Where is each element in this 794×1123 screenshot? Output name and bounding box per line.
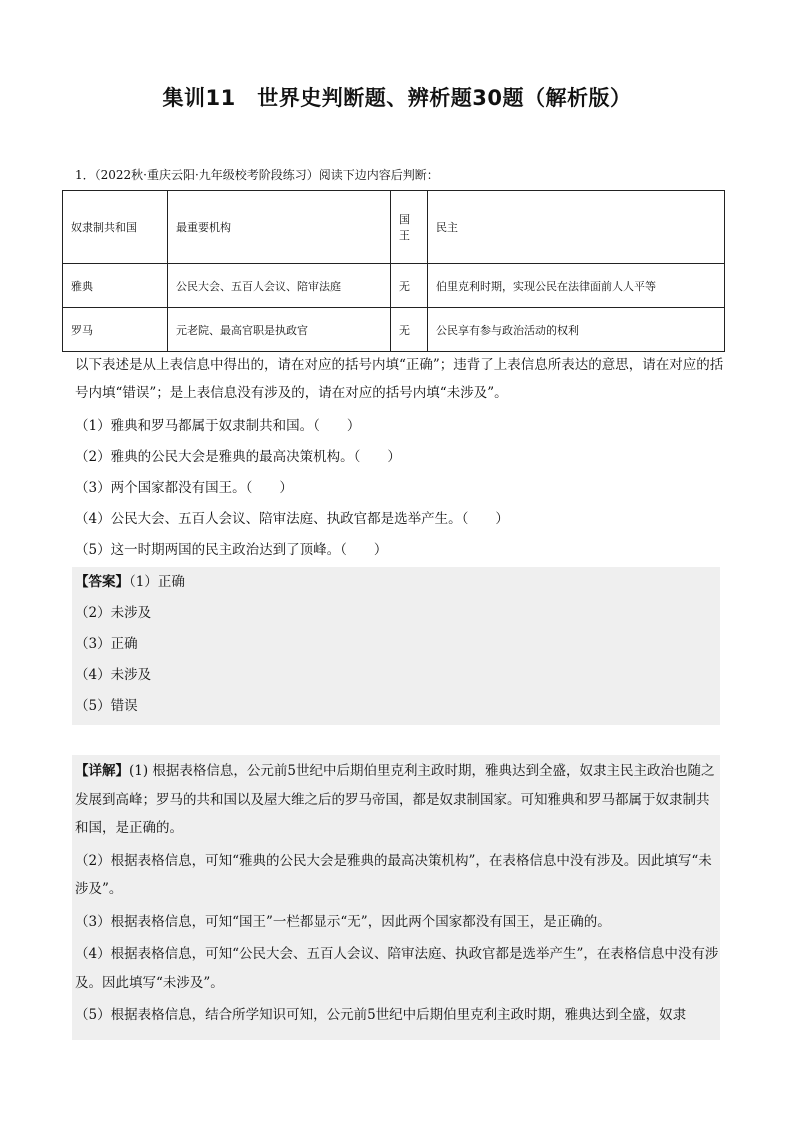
table-header-row	[63, 191, 725, 264]
question-items	[75, 411, 725, 566]
info-table	[62, 190, 725, 352]
explanation-paragraph: （5）根据表格信息，结合所学知识可知，公元前5世纪中后期伯里克利主政时期，雅典达到全盛，奴隶	[75, 1007, 687, 1023]
explanation-paragraph: （2）根据表格信息，可知“雅典的公民大会是雅典的最高决策机构”，在表格信息中没有涉及。因此填写“未涉及”。	[75, 852, 712, 897]
question-item: （5）这一时期两国的民主政治达到了顶峰。（ ）	[75, 542, 388, 558]
table-cell: 罗马	[63, 308, 168, 352]
question-item: （3）两个国家都没有国王。（ ）	[75, 480, 293, 496]
answer-item: （3）正确	[75, 636, 138, 652]
explanation-paragraph: （4）根据表格信息，可知“公民大会、五百人会议、陪审法庭、执政官都是选举产生”，在表格信息中没有涉及。因此填写“未涉及”。	[75, 946, 719, 991]
answer-item: （2）未涉及	[75, 605, 152, 621]
table-cell: 雅典	[63, 264, 168, 308]
question-item: （1）雅典和罗马都属于奴隶制共和国。（ ）	[75, 418, 361, 434]
explanation-paragraph: （3）根据表格信息，可知“国王”一栏都显示“无”，因此两个国家都没有国王，是正确的。	[75, 913, 611, 930]
instruction-text: 以下表述是从上表信息中得出的，请在对应的括号内填“正确”；违背了上表信息所表达的意思，请在对应的括号内填“错误”；是上表信息没有涉及的，请在对应的括号内填“未涉及”。	[75, 357, 724, 401]
answer-list	[75, 567, 185, 722]
table-cell: 无	[391, 308, 428, 352]
explanation	[75, 757, 720, 1034]
table-header-cell: 奴隶制共和国	[63, 191, 168, 264]
answer-item: （5）错误	[75, 698, 138, 714]
table-row	[63, 308, 725, 352]
explanation-label: 【详解】	[75, 763, 129, 779]
table-cell: 公民大会、五百人会议、陪审法庭	[168, 264, 391, 308]
answer-item: （4）未涉及	[75, 667, 152, 683]
page-title: 集训11 世界史判断题、辨析题30题（解析版）	[162, 86, 632, 110]
answer-label: 【答案】	[75, 574, 129, 590]
table-cell: 无	[391, 264, 428, 308]
question-header: 1．（2022秋·重庆云阳·九年级校考阶段练习）阅读下边内容后判断：	[75, 168, 439, 182]
table-header-cell: 民主	[428, 191, 725, 264]
answer-text: （1）正确	[129, 574, 185, 590]
table-header-cell: 国王	[391, 191, 428, 264]
explanation-paragraph	[75, 757, 720, 843]
answer-item	[75, 567, 185, 598]
explanation-text: (1) 根据表格信息，公元前5世纪中后期伯里克利主政时期，雅典达到全盛，奴隶主民主政治也随之发展到高峰；罗马的共和国以及屋大维之后的罗马帝国，都是奴隶制国家。可知雅典和罗马都属于奴隶制共和国，是正确的。	[75, 763, 715, 836]
question-item: （2）雅典的公民大会是雅典的最高决策机构。（ ）	[75, 449, 401, 465]
question-item: （4）公民大会、五百人会议、陪审法庭、执政官都是选举产生。（ ）	[75, 511, 509, 527]
table-header-cell: 最重要机构	[168, 191, 391, 264]
table-cell: 伯里克利时期，实现公民在法律面前人人平等	[428, 264, 725, 308]
table-row	[63, 264, 725, 308]
table-cell: 元老院、最高官职是执政官	[168, 308, 391, 352]
table-cell: 公民享有参与政治活动的权利	[428, 308, 725, 352]
